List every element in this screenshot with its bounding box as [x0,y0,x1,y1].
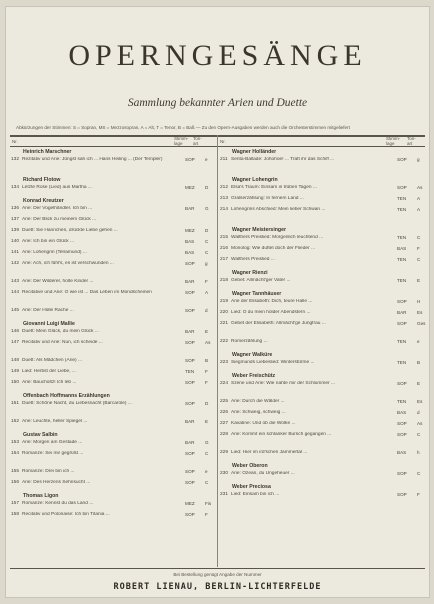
entry-voice: SOP [185,157,195,162]
entry-key: F [205,380,208,385]
entry-voice: SOP [185,380,195,385]
catalog-entry [11,501,213,512]
entry-key: F [417,492,420,497]
entry-title: Siegmunds Liebeslied: Winterstürme ... [231,360,315,365]
entry-title: Lied: O du mein holder Abendstern ... [231,310,311,315]
catalog-entry [220,196,425,207]
entry-voice: SOP [397,381,407,386]
entry-title: Duett: Sie Hannchen, drückte Liebe gehen ... [22,228,118,233]
catalog-entry [11,290,213,308]
entry-key: F [205,512,208,517]
composer-heading: Wagner Meistersinger [232,227,287,233]
entry-number: 150 [11,380,20,385]
catalog-entry [220,471,425,482]
entry-title: Szene und Arie: Wie nahte mir der Schlummer ... [231,381,335,386]
entry-title: Arie: Lohengrin (Telramund) ... [22,250,87,255]
entry-voice: BAR [185,329,195,334]
entry-key: A [417,207,421,212]
entry-number: 212 [220,185,229,190]
entry-voice: SOP [185,308,195,313]
entry-key: D [205,228,209,233]
catalog-entry [220,421,425,432]
entry-number: 218 [220,278,229,283]
entry-number: 149 [11,369,20,374]
entry-key: C [205,451,209,456]
catalog-entry [11,279,213,290]
entry-number: 141 [11,250,20,255]
entry-key: g [417,157,420,162]
entry-key: E [205,329,209,334]
catalog-entry [11,206,213,217]
entry-key: g [205,261,208,266]
entry-title: Arie: Ach, ich fühl's, es ist verschwunden ... [22,261,114,266]
entry-title: Arie der Elisabeth: Dich, teure Halle ... [231,299,313,304]
entry-number: 139 [11,228,20,233]
entry-voice: SOP [397,421,407,426]
entry-number: 148 [11,358,20,363]
entry-title: Arie: Der Wilderer, holte Kinder ... [22,279,94,284]
entry-title: Arie: Ich bin ein Glück ... [22,239,74,244]
entry-number: 222 [220,339,229,344]
entry-voice: BAR [397,310,407,315]
entry-key: C [205,239,209,244]
catalog-entry [220,339,425,350]
page-subtitle: Sammlung bekannter Arien und Duette [127,97,308,109]
entry-voice: BAR [185,206,195,211]
entry-title: Arie: Des Herzens Sehnsucht ... [22,480,91,485]
entry-key: G [205,206,209,211]
entry-key: E [205,419,209,424]
entry-voice: SOP [397,321,407,326]
entry-voice: TEN [397,339,407,344]
entry-voice: SOP [185,451,195,456]
catalog-entry [220,410,425,421]
entry-key: E [417,278,421,283]
composer-heading: Heinrich Marschner [23,149,72,155]
catalog-entry [11,369,213,380]
catalog-entry [11,401,213,419]
catalog-entry [220,299,425,310]
composer-heading: Weber Freischütz [232,373,276,379]
entry-title: Monolog: Wie duftet doch der Flieder ... [231,246,315,251]
header-right-no: Nr. [220,139,226,144]
entry-key: Es [417,310,423,315]
entry-title: Arie: Baucholtz! Ich leb ... [22,380,77,385]
entry-key: E [417,381,421,386]
column-divider [217,135,218,567]
catalog-entry [11,512,213,530]
entry-number: 143 [11,279,20,284]
catalog-entry [11,451,213,469]
entry-number: 134 [11,185,20,190]
entry-voice: SOP [397,299,407,304]
entry-voice: BAS [397,450,407,455]
entry-number: 136 [11,206,20,211]
entry-number: 145 [11,308,20,313]
catalog-entry [11,440,213,451]
entry-key: G [205,440,209,445]
entry-key: D [205,185,209,190]
catalog-entry [220,257,425,268]
header-right-key: Ton-art [407,136,416,146]
entry-key: H [417,299,421,304]
entry-number: 154 [11,451,20,456]
entry-voice: SOP [185,358,195,363]
entry-number: 230 [220,471,229,476]
entry-key: e [417,339,420,344]
entry-title: Elsa's Traum: Einsam in trüben Tagen ... [231,185,317,190]
entry-voice: TEN [397,235,407,240]
composer-heading: Wagner Tannhäuser [232,291,282,297]
composer-heading: Offenbach Hoffmanns Erzählungen [23,393,110,399]
entry-number: 225 [220,399,229,404]
entry-title: Romanze: Sei mir gegrüßt ... [22,451,84,456]
entry-key: As [417,421,423,426]
catalog-entry [11,469,213,480]
catalog-entry [220,381,425,399]
composer-heading: Wagner Walküre [232,352,273,358]
catalog-entry [11,228,213,239]
entry-title: Lied: Herbst der Liebe, ... [22,369,76,374]
entry-number: 152 [11,419,20,424]
composer-heading: Konrad Kreutzer [23,198,64,204]
catalog-entry [11,480,213,491]
composer-heading: Wagner Rienzi [232,270,268,276]
composer-heading: Thomas Ligon [23,493,59,499]
composer-heading: Weber Preciosa [232,484,271,490]
catalog-entry [11,419,213,430]
entry-voice: SOP [185,290,195,295]
left-column [11,147,213,530]
entry-voice: BAS [397,246,407,251]
entry-voice: BAR [185,419,195,424]
entry-voice: SOP [185,340,195,345]
entry-title: Recitativ und Arie: Nun, ich scheide ... [22,340,103,345]
entry-voice: SOP [185,261,195,266]
header-right-voice: Stimm-lage [386,136,401,146]
catalog-entry [11,250,213,261]
entry-key: d [205,308,208,313]
entry-voice: SOP [397,185,407,190]
entry-voice: TEN [397,360,407,365]
catalog-entry [11,261,213,279]
catalog-entry [11,157,213,175]
publisher-imprint: ROBERT LIENAU, BERLIN-LICHTERFELDE [113,582,322,592]
entry-key: F [205,369,208,374]
entry-number: 156 [11,480,20,485]
entry-voice: SOP [397,432,407,437]
entry-voice: BAR [185,440,195,445]
entry-title: Romerzählung ... [231,339,268,344]
catalog-entry [220,450,425,461]
entry-number: 224 [220,381,229,386]
entry-number: 226 [220,410,229,415]
catalog-entry [220,235,425,246]
entry-key: C [417,257,421,262]
entry-voice: SOP [397,492,407,497]
entry-title: Walthers Preislied ... [231,257,275,262]
entry-number: 227 [220,421,229,426]
entry-number: 219 [220,299,229,304]
entry-voice: BAR [185,279,195,284]
catalog-entry [220,278,425,289]
entry-voice: SOP [185,401,195,406]
entry-title: Arie: Morgen am Gestade ... [22,440,83,445]
entry-title: Romanze: Kennst du das Land ... [22,501,94,506]
entry-voice: SOP [397,157,407,162]
entry-number: 231 [220,492,229,497]
sheet-music-catalog-page [6,7,429,597]
catalog-entry [11,329,213,340]
entry-number: 215 [220,235,229,240]
entry-number: 146 [11,329,20,334]
entry-key: A [205,290,209,295]
entry-number: 137 [11,217,20,222]
entry-key: C [205,480,209,485]
entry-key: C [417,471,421,476]
entry-number: 228 [220,432,229,437]
catalog-entry [11,217,213,228]
entry-title: Arie: Der Vogelhändler. Ich bin ... [22,206,93,211]
composer-heading: Gustav Salbin [23,432,58,438]
entry-title: Lied: Hier im ird'schen Jammertal ... [231,450,308,455]
entry-title: Recitativ und Polonaise: Ich bin Titania ... [22,512,110,517]
catalog-entry [220,310,425,321]
entry-voice: MEZ [185,228,195,233]
entry-title: Recitative und Arie: O wie ist ... Das Leben im Mondscheinen [22,290,152,295]
composer-heading: Wagner Holländer [232,149,277,155]
catalog-entry [11,239,213,250]
catalog-entry [220,399,425,410]
entry-title: Kavatine: Und ob die Wolke ... [231,421,296,426]
entry-number: 142 [11,261,20,266]
right-column [220,147,425,503]
catalog-entry [11,380,213,391]
entry-key: Es [417,399,423,404]
entry-title: Walthers Preislied: Morgenlich leuchtend ... [231,235,324,240]
header-left-key: Ton-art [193,136,202,146]
entry-number: 132 [11,157,20,162]
catalog-entry [220,246,425,257]
entry-title: Rezitativ und Arie: Jüngst sah ich ... Hans Heiling ... (Der Templer) [22,157,163,162]
entry-number: 151 [11,401,20,406]
entry-voice: TEN [397,278,407,283]
entry-key: Fis [205,501,212,506]
composer-heading: Giovanni Luigi Mallie [23,321,75,327]
catalog-entry [11,185,213,196]
entry-key: d [417,410,420,415]
composer-heading: Richard Flotow [23,177,61,183]
entry-title: Arie: Ozean, du Ungeheuer ... [231,471,295,476]
entry-key: B [417,360,421,365]
entry-number: 221 [220,321,229,326]
entry-title: Gebet: Allmächt'ger Vater ... [231,278,291,283]
entry-title: Arie: Leuchte, heller Spiegel ... [22,419,88,424]
entry-key: Ges [417,321,426,326]
entry-key: F [205,279,208,284]
catalog-entry [220,492,425,503]
entry-title: Senta-Ballade: Johohoe! ... Traft ihr das Schiff ... [231,157,335,162]
entry-title: Duett: Als Mädchen (Arie) ... [22,358,82,363]
entry-title: Gralserzählung: In fernem Land ... [231,196,304,201]
entry-title: Lied: Einsam bin ich ... [231,492,280,497]
entry-key: e [205,469,208,474]
header-left-no: Nr. [12,139,18,144]
entry-number: 216 [220,246,229,251]
entry-key: F [417,246,420,251]
entry-number: 144 [11,290,20,295]
entry-key: C [417,235,421,240]
entry-title: Gebet der Elisabeth: Allmächt'ge Jungfrau ... [231,321,326,326]
entry-voice: BAS [185,250,195,255]
entry-number: 214 [220,207,229,212]
entry-voice: TEN [185,369,195,374]
entry-key: e [205,157,208,162]
footer-note: Bei Bestellung genügt Angabe der Nummer [173,572,262,577]
entry-voice: TEN [397,196,407,201]
entry-number: 211 [220,157,228,162]
catalog-entry [220,432,425,450]
catalog-entry [11,358,213,369]
entry-number: 217 [220,257,229,262]
entry-voice: MEZ [185,185,195,190]
composer-heading: Weber Oberon [232,463,268,469]
catalog-entry [220,185,425,196]
catalog-entry [11,308,213,319]
entry-key: C [417,432,421,437]
entry-number: 140 [11,239,20,244]
entry-voice: SOP [185,469,195,474]
entry-title: Arie: Der Hülle Rache ... [22,308,74,313]
catalog-entry [11,340,213,358]
entry-title: Letzte Rose (Lied) aus Martha ... [22,185,92,190]
entry-number: 220 [220,310,229,315]
entry-number: 147 [11,340,20,345]
entry-key: A [417,196,421,201]
entry-number: 157 [11,501,20,506]
composer-heading: Wagner Lohengrin [232,177,278,183]
entry-key: As [417,185,423,190]
entry-number: 213 [220,196,229,201]
entry-voice: TEN [397,399,407,404]
entry-title: Romanze: Drei bin ich ... [22,469,75,474]
abbreviation-note: Abkürzungen der Stimmen: S = Sopran, MS = Mezzosopran, A = Alt, T = Tenor, B = Baß — Zu den Opern-Ausgaben werden auch die Orchesterstimmen mitgeliefert [16,125,350,130]
entry-number: 153 [11,440,20,445]
entry-voice: MEZ [185,501,195,506]
entry-number: 155 [11,469,20,474]
catalog-entry [220,157,425,175]
entry-voice: SOP [185,480,195,485]
entry-voice: SOP [397,471,407,476]
catalog-entry [220,321,425,339]
entry-voice: BAS [185,239,195,244]
entry-title: Lohengrins Abschied: Mein lieber Schwan ... [231,207,326,212]
entry-key: h [417,450,420,455]
catalog-entry [220,360,425,371]
footer-rule [10,568,425,569]
page-title: OPERNGESÄNGE [68,39,367,72]
entry-voice: TEN [397,257,407,262]
entry-key: C [205,250,209,255]
entry-voice: TEN [397,207,407,212]
entry-title: Duett: Mein Glück, du mein Glück ... [22,329,99,334]
entry-voice: BAS [397,410,407,415]
entry-title: Duett: Schöne Nacht, du Liebesnacht (Barcarole) ... [22,401,132,406]
entry-key: D [205,401,209,406]
entry-title: Arie: Kommt ein schlanker Bursch gegangen ... [231,432,332,437]
entry-number: 223 [220,360,229,365]
entry-title: Arie: Durch die Wälder ... [231,399,285,404]
entry-key: B [205,358,209,363]
catalog-entry [220,207,425,225]
entry-title: Arie: Schweig, schweig ... [231,410,286,415]
entry-title: Arie: Der Blick zu meinem Glück ... [22,217,97,222]
entry-number: 158 [11,512,20,517]
entry-number: 229 [220,450,229,455]
entry-voice: SOP [185,512,195,517]
header-left-voice: Stimm-lage [174,136,189,146]
entry-key: As [205,340,211,345]
